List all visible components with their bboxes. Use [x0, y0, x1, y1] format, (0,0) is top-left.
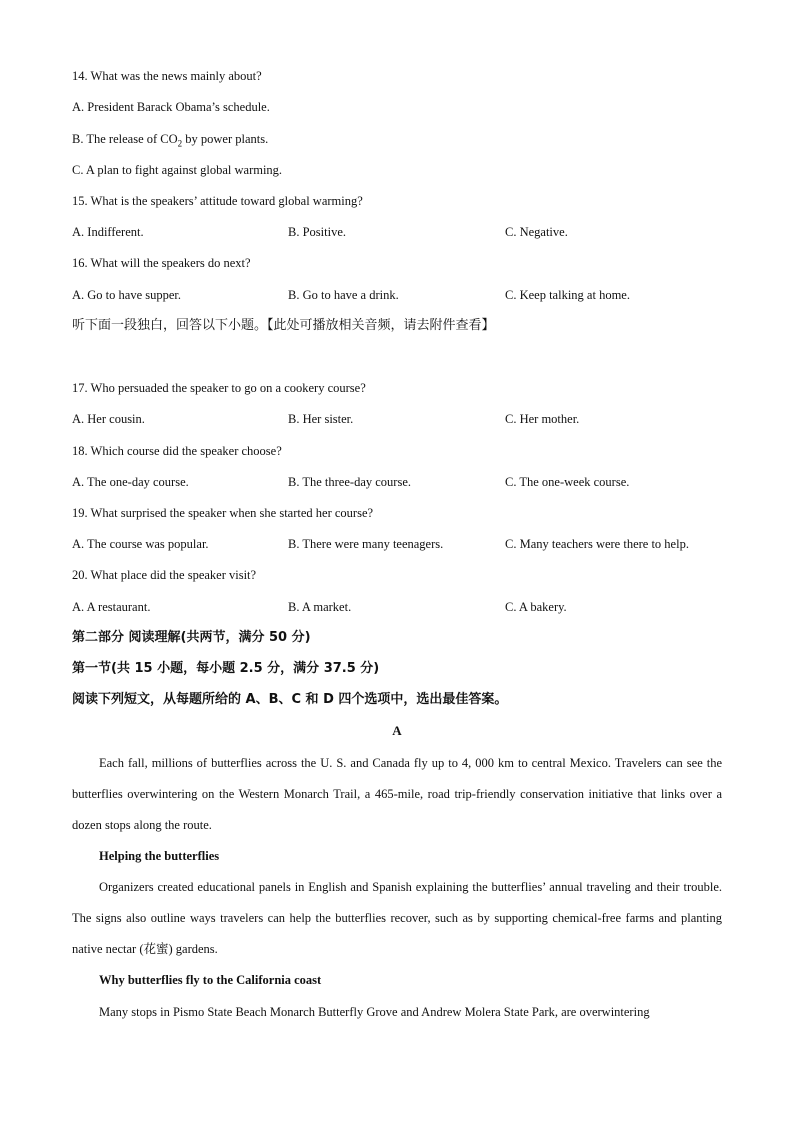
q18-option-a: A. The one-day course. [72, 475, 189, 489]
part2-title: 第二部分 阅读理解(共两节，满分 50 分) [72, 630, 311, 645]
q15-option-a: A. Indifferent. [72, 225, 144, 239]
q15-option-b: B. Positive. [288, 225, 346, 239]
passage-label: A [392, 723, 402, 738]
q14-option-c: C. A plan to fight against global warming. [72, 163, 283, 177]
q19-option-a: A. The course was popular. [72, 537, 209, 551]
q20-option-c: C. A bakery. [505, 600, 567, 614]
question-16: 16. What will the speakers do next? [72, 256, 251, 270]
question-19: 19. What surprised the speaker when she started her course? [72, 506, 374, 520]
question-15: 15. What is the speakers’ attitude toward global warming? [72, 194, 363, 208]
q14-option-b: B. The release of $CO_2$ by power plants. [72, 132, 269, 149]
q16-option-b: B. Go to have a drink. [288, 288, 399, 302]
passage-paragraph-3: Many stops in Pismo State Beach Monarch Butterfly Grove and Andrew Molera State Park, are overwintering [99, 1005, 650, 1019]
q20-option-b: B. A market. [288, 600, 352, 614]
q20-option-a: A. A restaurant. [72, 600, 151, 614]
q17-option-b: B. Her sister. [288, 412, 354, 426]
q16-option-c: C. Keep talking at home. [505, 288, 630, 302]
listening-instruction: 听下面一段独白，回答以下小题。【此处可播放相关音频，请去附件查看】 [72, 318, 495, 333]
q14-option-a: A. President Barack Obama’s schedule. [72, 100, 270, 114]
question-20: 20. What place did the speaker visit? [72, 568, 257, 582]
q16-option-a: A. Go to have supper. [72, 288, 182, 302]
q15-option-c: C. Negative. [505, 225, 568, 239]
q17-option-a: A. Her cousin. [72, 412, 145, 426]
q19-option-c: C. Many teachers were there to help. [505, 537, 689, 551]
section1-title: 第一节(共 15 小题，每小题 2.5 分，满分 37.5 分) [72, 661, 380, 676]
question-14: 14. What was the news mainly about? [72, 69, 262, 83]
heading-helping-butterflies: Helping the butterflies [99, 849, 220, 863]
q17-option-c: C. Her mother. [505, 412, 580, 426]
question-17: 17. Who persuaded the speaker to go on a cookery course? [72, 381, 366, 395]
q19-option-b: B. There were many teenagers. [288, 537, 444, 551]
passage-paragraph-2: Organizers created educational panels in English and Spanish explaining the butterflies’ annual traveling and their trouble. The signs also outline ways travelers can help the butterflies recover, such as by supporting chemical-free farms and planting native nectar (花蜜) gardens. [72, 880, 722, 956]
reading-instruction: 阅读下列短文，从每题所给的 A、B、C 和 D 四个选项中，选出最佳答案。 [72, 692, 508, 707]
q18-option-c: C. The one-week course. [505, 475, 630, 489]
question-18: 18. Which course did the speaker choose? [72, 444, 282, 458]
q18-option-b: B. The three-day course. [288, 475, 411, 489]
heading-why-california: Why butterflies fly to the California coast [99, 973, 322, 987]
passage-paragraph-1: Each fall, millions of butterflies across the U. S. and Canada fly up to 4, 000 km to central Mexico. Travelers can see the butterflies overwintering on the Western Monarch Trail, a 465-mile, road trip-friendly conservation initiative that links over a dozen stops along the route. [72, 756, 722, 832]
